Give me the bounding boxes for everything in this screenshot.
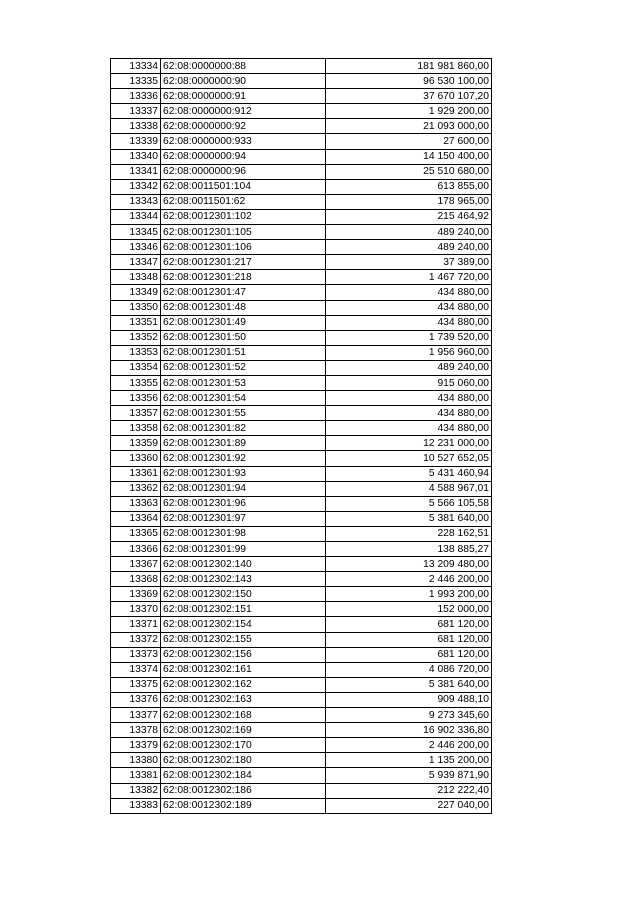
value-cell: 2 446 200,00 (326, 572, 492, 587)
cadastral-number-cell: 62:08:0011501:104 (161, 179, 326, 194)
value-cell: 4 086 720,00 (326, 662, 492, 677)
value-cell: 215 464,92 (326, 209, 492, 224)
row-number-cell: 13350 (111, 300, 161, 315)
row-number-cell: 13335 (111, 74, 161, 89)
table-row (111, 225, 492, 240)
value-cell: 1 135 200,00 (326, 753, 492, 768)
table-row (111, 662, 492, 677)
table-row (111, 345, 492, 360)
value-cell: 915 060,00 (326, 375, 492, 390)
value-cell: 489 240,00 (326, 225, 492, 240)
cadastral-number-cell: 62:08:0012301:96 (161, 496, 326, 511)
table-row (111, 632, 492, 647)
row-number-cell: 13344 (111, 209, 161, 224)
cadastral-number-cell: 62:08:0012301:51 (161, 345, 326, 360)
table-row (111, 738, 492, 753)
row-number-cell: 13334 (111, 59, 161, 74)
value-cell: 1 929 200,00 (326, 104, 492, 119)
row-number-cell: 13353 (111, 345, 161, 360)
table-row (111, 391, 492, 406)
value-cell: 681 120,00 (326, 632, 492, 647)
row-number-cell: 13346 (111, 240, 161, 255)
table-row (111, 466, 492, 481)
row-number-cell: 13359 (111, 436, 161, 451)
table-row (111, 330, 492, 345)
value-cell: 434 880,00 (326, 315, 492, 330)
row-number-cell: 13376 (111, 692, 161, 707)
value-cell: 178 965,00 (326, 194, 492, 209)
row-number-cell: 13380 (111, 753, 161, 768)
cadastral-number-cell: 62:08:0012302:162 (161, 677, 326, 692)
row-number-cell: 13373 (111, 647, 161, 662)
row-number-cell: 13348 (111, 270, 161, 285)
value-cell: 1 739 520,00 (326, 330, 492, 345)
table-row (111, 89, 492, 104)
table-row (111, 164, 492, 179)
cadastral-number-cell: 62:08:0000000:96 (161, 164, 326, 179)
row-number-cell: 13378 (111, 723, 161, 738)
cadastral-number-cell: 62:08:0000000:912 (161, 104, 326, 119)
table-row (111, 481, 492, 496)
table-row (111, 421, 492, 436)
cadastral-number-cell: 62:08:0012302:143 (161, 572, 326, 587)
table-row (111, 300, 492, 315)
value-cell: 434 880,00 (326, 406, 492, 421)
cadastral-number-cell: 62:08:0012302:180 (161, 753, 326, 768)
cadastral-number-cell: 62:08:0000000:933 (161, 134, 326, 149)
cadastral-number-cell: 62:08:0012301:98 (161, 526, 326, 541)
cadastral-number-cell: 62:08:0012302:151 (161, 602, 326, 617)
cadastral-number-cell: 62:08:0012301:93 (161, 466, 326, 481)
value-cell: 9 273 345,60 (326, 708, 492, 723)
cadastral-number-cell: 62:08:0012301:47 (161, 285, 326, 300)
row-number-cell: 13356 (111, 391, 161, 406)
value-cell: 12 231 000,00 (326, 436, 492, 451)
table-body (111, 59, 492, 814)
cadastral-number-cell: 62:08:0012302:189 (161, 798, 326, 813)
row-number-cell: 13362 (111, 481, 161, 496)
table-row (111, 179, 492, 194)
table-row (111, 360, 492, 375)
cadastral-number-cell: 62:08:0012302:184 (161, 768, 326, 783)
table-row (111, 406, 492, 421)
row-number-cell: 13365 (111, 526, 161, 541)
table-row (111, 285, 492, 300)
row-number-cell: 13360 (111, 451, 161, 466)
table-row (111, 451, 492, 466)
row-number-cell: 13369 (111, 587, 161, 602)
value-cell: 909 488,10 (326, 692, 492, 707)
cadastral-number-cell: 62:08:0012301:52 (161, 360, 326, 375)
row-number-cell: 13379 (111, 738, 161, 753)
value-cell: 5 939 871,90 (326, 768, 492, 783)
cadastral-number-cell: 62:08:0012301:94 (161, 481, 326, 496)
value-cell: 25 510 680,00 (326, 164, 492, 179)
value-cell: 1 956 960,00 (326, 345, 492, 360)
row-number-cell: 13366 (111, 542, 161, 557)
cadastral-number-cell: 62:08:0012301:217 (161, 255, 326, 270)
value-cell: 181 981 860,00 (326, 59, 492, 74)
row-number-cell: 13383 (111, 798, 161, 813)
cadastral-number-cell: 62:08:0000000:88 (161, 59, 326, 74)
table-row (111, 255, 492, 270)
value-cell: 434 880,00 (326, 391, 492, 406)
row-number-cell: 13364 (111, 511, 161, 526)
cadastral-number-cell: 62:08:0000000:90 (161, 74, 326, 89)
table-row (111, 194, 492, 209)
cadastral-value-table (110, 58, 492, 814)
table-row (111, 104, 492, 119)
value-cell: 434 880,00 (326, 285, 492, 300)
cadastral-number-cell: 62:08:0012301:48 (161, 300, 326, 315)
table-row (111, 798, 492, 813)
cadastral-number-cell: 62:08:0012302:186 (161, 783, 326, 798)
row-number-cell: 13343 (111, 194, 161, 209)
value-cell: 681 120,00 (326, 647, 492, 662)
cadastral-number-cell: 62:08:0012301:89 (161, 436, 326, 451)
value-cell: 1 467 720,00 (326, 270, 492, 285)
table-row (111, 602, 492, 617)
cadastral-number-cell: 62:08:0012301:105 (161, 225, 326, 240)
value-cell: 138 885,27 (326, 542, 492, 557)
row-number-cell: 13355 (111, 375, 161, 390)
row-number-cell: 13361 (111, 466, 161, 481)
value-cell: 489 240,00 (326, 240, 492, 255)
value-cell: 228 162,51 (326, 526, 492, 541)
value-cell: 37 389,00 (326, 255, 492, 270)
cadastral-number-cell: 62:08:0011501:62 (161, 194, 326, 209)
table-row (111, 572, 492, 587)
cadastral-number-cell: 62:08:0000000:94 (161, 149, 326, 164)
cadastral-number-cell: 62:08:0012302:140 (161, 557, 326, 572)
row-number-cell: 13341 (111, 164, 161, 179)
row-number-cell: 13345 (111, 225, 161, 240)
row-number-cell: 13382 (111, 783, 161, 798)
row-number-cell: 13347 (111, 255, 161, 270)
cadastral-number-cell: 62:08:0012301:50 (161, 330, 326, 345)
row-number-cell: 13357 (111, 406, 161, 421)
row-number-cell: 13352 (111, 330, 161, 345)
row-number-cell: 13338 (111, 119, 161, 134)
row-number-cell: 13339 (111, 134, 161, 149)
table-row (111, 134, 492, 149)
table-row (111, 436, 492, 451)
row-number-cell: 13367 (111, 557, 161, 572)
cadastral-number-cell: 62:08:0012302:155 (161, 632, 326, 647)
cadastral-number-cell: 62:08:0012302:163 (161, 692, 326, 707)
table-row (111, 677, 492, 692)
cadastral-number-cell: 62:08:0012302:156 (161, 647, 326, 662)
row-number-cell: 13381 (111, 768, 161, 783)
cadastral-number-cell: 62:08:0012301:54 (161, 391, 326, 406)
value-cell: 227 040,00 (326, 798, 492, 813)
row-number-cell: 13340 (111, 149, 161, 164)
cadastral-number-cell: 62:08:0012301:99 (161, 542, 326, 557)
value-cell: 434 880,00 (326, 300, 492, 315)
table-row (111, 692, 492, 707)
value-cell: 21 093 000,00 (326, 119, 492, 134)
cadastral-number-cell: 62:08:0012302:169 (161, 723, 326, 738)
table-row (111, 617, 492, 632)
value-cell: 37 670 107,20 (326, 89, 492, 104)
row-number-cell: 13368 (111, 572, 161, 587)
value-cell: 27 600,00 (326, 134, 492, 149)
table-row (111, 783, 492, 798)
row-number-cell: 13336 (111, 89, 161, 104)
row-number-cell: 13351 (111, 315, 161, 330)
value-cell: 10 527 652,05 (326, 451, 492, 466)
table-row (111, 768, 492, 783)
cadastral-number-cell: 62:08:0012302:168 (161, 708, 326, 723)
table-row (111, 708, 492, 723)
table-row (111, 375, 492, 390)
cadastral-number-cell: 62:08:0012301:53 (161, 375, 326, 390)
cadastral-number-cell: 62:08:0012301:97 (161, 511, 326, 526)
cadastral-number-cell: 62:08:0012301:49 (161, 315, 326, 330)
row-number-cell: 13372 (111, 632, 161, 647)
value-cell: 212 222,40 (326, 783, 492, 798)
cadastral-number-cell: 62:08:0012302:170 (161, 738, 326, 753)
table-row (111, 74, 492, 89)
row-number-cell: 13374 (111, 662, 161, 677)
row-number-cell: 13358 (111, 421, 161, 436)
cadastral-number-cell: 62:08:0012301:55 (161, 406, 326, 421)
cadastral-number-cell: 62:08:0012301:106 (161, 240, 326, 255)
value-cell: 5 431 460,94 (326, 466, 492, 481)
value-cell: 5 566 105,58 (326, 496, 492, 511)
table-row (111, 542, 492, 557)
value-cell: 681 120,00 (326, 617, 492, 632)
value-cell: 14 150 400,00 (326, 149, 492, 164)
table-row (111, 240, 492, 255)
table-row (111, 647, 492, 662)
cadastral-number-cell: 62:08:0012301:92 (161, 451, 326, 466)
value-cell: 434 880,00 (326, 421, 492, 436)
table-row (111, 557, 492, 572)
table-row (111, 496, 492, 511)
cadastral-number-cell: 62:08:0012301:102 (161, 209, 326, 224)
table-row (111, 149, 492, 164)
table-row (111, 270, 492, 285)
table-row (111, 526, 492, 541)
table-row (111, 315, 492, 330)
row-number-cell: 13370 (111, 602, 161, 617)
value-cell: 152 000,00 (326, 602, 492, 617)
row-number-cell: 13342 (111, 179, 161, 194)
value-cell: 2 446 200,00 (326, 738, 492, 753)
table-row (111, 511, 492, 526)
row-number-cell: 13377 (111, 708, 161, 723)
cadastral-number-cell: 62:08:0000000:91 (161, 89, 326, 104)
cadastral-number-cell: 62:08:0012302:154 (161, 617, 326, 632)
cadastral-number-cell: 62:08:0000000:92 (161, 119, 326, 134)
table-row (111, 587, 492, 602)
table-row (111, 723, 492, 738)
value-cell: 613 855,00 (326, 179, 492, 194)
table-row (111, 59, 492, 74)
value-cell: 4 588 967,01 (326, 481, 492, 496)
value-cell: 5 381 640,00 (326, 511, 492, 526)
table-row (111, 753, 492, 768)
row-number-cell: 13375 (111, 677, 161, 692)
cadastral-number-cell: 62:08:0012302:161 (161, 662, 326, 677)
cadastral-number-cell: 62:08:0012301:218 (161, 270, 326, 285)
value-cell: 16 902 336,80 (326, 723, 492, 738)
row-number-cell: 13337 (111, 104, 161, 119)
row-number-cell: 13371 (111, 617, 161, 632)
value-cell: 5 381 640,00 (326, 677, 492, 692)
row-number-cell: 13363 (111, 496, 161, 511)
value-cell: 96 530 100,00 (326, 74, 492, 89)
value-cell: 1 993 200,00 (326, 587, 492, 602)
cadastral-number-cell: 62:08:0012302:150 (161, 587, 326, 602)
value-cell: 13 209 480,00 (326, 557, 492, 572)
table-row (111, 119, 492, 134)
row-number-cell: 13349 (111, 285, 161, 300)
cadastral-number-cell: 62:08:0012301:82 (161, 421, 326, 436)
row-number-cell: 13354 (111, 360, 161, 375)
value-cell: 489 240,00 (326, 360, 492, 375)
table-row (111, 209, 492, 224)
